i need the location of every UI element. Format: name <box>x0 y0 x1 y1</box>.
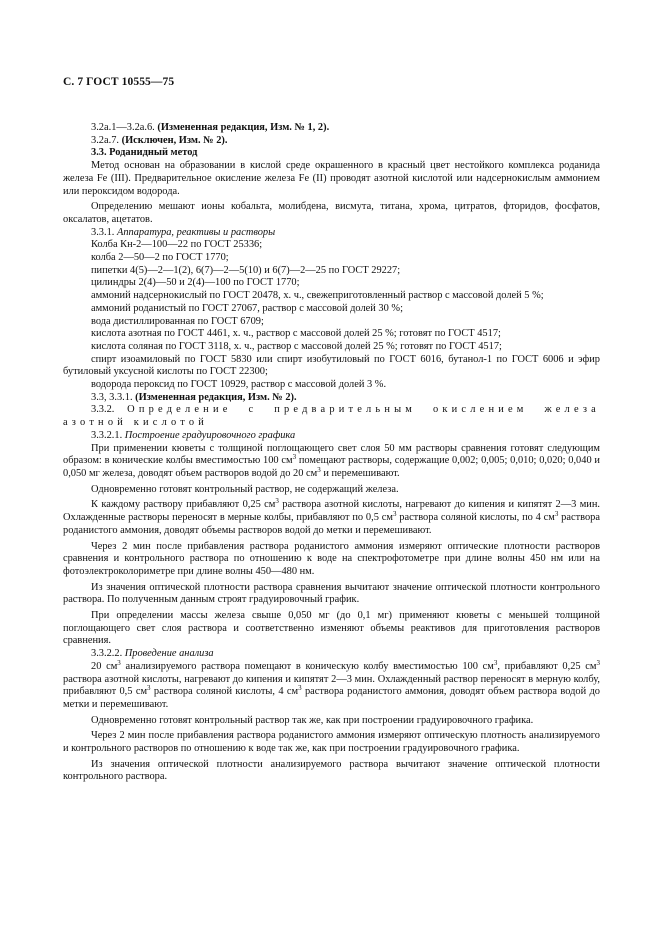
superscript: 3 <box>292 453 297 462</box>
paragraph-text: Одновременно готовят контрольный раствор так же, как при построении градуировочного графика. <box>91 714 534 726</box>
paragraph-text: кислота соляная по ГОСТ 3118, х. ч., раствор с массовой долей 25 %; готовят по ГОСТ 4517; <box>91 340 502 352</box>
edit-note-text: (Исключен, Изм. № 2). <box>121 134 228 146</box>
paragraph <box>63 582 600 607</box>
paragraph <box>63 541 600 579</box>
subsection-heading-text: Проведение анализа <box>124 648 214 660</box>
paragraph-text: раствора роданистого аммония, доводят объем раствора водой до метки и перемешивают. <box>63 686 600 710</box>
clause-number: 3.3.1. <box>91 226 115 238</box>
subsection-heading-text: Аппаратура, реактивы и растворы <box>117 226 276 238</box>
section-heading <box>63 147 600 160</box>
section-heading-text: 3.3. Роданидный метод <box>91 147 198 159</box>
paragraph <box>63 328 600 341</box>
paragraph-text: цилиндры 2(4)—50 и 2(4)—100 по ГОСТ 1770; <box>91 277 300 289</box>
paragraph <box>63 658 600 712</box>
superscript: 3 <box>493 658 498 667</box>
paragraph-text: аммоний роданистый по ГОСТ 27067, раствор с массовой долей 30 %; <box>91 302 403 314</box>
paragraph-text: Через 2 мин после прибавления раствора роданистого аммония измеряют оптические плотности растворов сравнения и контрольного раствора по отношению к воде на спектрофотометре при длине волны 450 нм или на фотоэлектроколориметре при длине волны 450—480 нм. <box>63 540 600 577</box>
paragraph-text: спирт изоамиловый по ГОСТ 5830 или спирт изобутиловый по ГОСТ 6016, бутанол-1 по ГОСТ 6006 и эфир бутиловый уксусной кислоты по ГОСТ 22300; <box>63 353 600 378</box>
clause-number: 3.3.2.1. <box>91 429 123 441</box>
paragraph-text: раствора азотной кислоты, нагревают до кипения и кипятят 2—3 мин. Охлажденный раствор переносят в мерную колбу, прибавляют 0,5 см <box>63 673 600 698</box>
paragraph <box>63 715 600 728</box>
clause-number: 3.2а.1—3.2а.6. <box>91 122 155 133</box>
paragraph <box>63 303 600 316</box>
superscript: 3 <box>596 658 600 667</box>
paragraph-text: раствора роданистого аммония, доводят объемы растворов водой до метки и перемешивают. <box>63 512 600 536</box>
paragraph <box>63 160 600 198</box>
paragraph <box>63 759 600 784</box>
paragraph-text: Определению мешают ионы кобальта, молибдена, висмута, титана, хрома, цитратов, фторидов, фосфатов, оксалатов, ацетатов. <box>63 201 600 225</box>
document-page <box>63 76 600 784</box>
subsection-heading <box>63 227 600 240</box>
edit-note-text: (Измененная редакция, Изм. № 1, 2). <box>157 122 330 133</box>
paragraph-text: помещают растворы, содержащие 0,002; 0,005; 0,010; 0,020; 0,040 и 0,050 мг железа, доводят объем растворов водой до 20 см <box>63 455 600 479</box>
paragraph-text: При применении кюветы с толщиной поглощающего свет слоя 50 мм растворы сравнения готовят следующим образом: в конические колбы вместимостью 100 см <box>63 442 600 467</box>
superscript: 3 <box>554 510 559 519</box>
superscript: 3 <box>147 684 151 693</box>
edit-note-text: (Измененная редакция, Изм. № 2). <box>135 391 297 403</box>
superscript: 3 <box>317 465 321 474</box>
paragraph <box>63 499 600 537</box>
paragraph-text: Колба Кн-2—100—22 по ГОСТ 25336; <box>91 239 263 251</box>
paragraph <box>63 354 600 379</box>
edit-note <box>63 135 600 148</box>
paragraph <box>63 730 600 755</box>
paragraph <box>63 443 600 481</box>
paragraph <box>63 316 600 329</box>
paragraph <box>63 201 600 226</box>
superscript: 3 <box>298 684 302 693</box>
clause-number: 3.3.2.2. <box>91 648 123 660</box>
paragraph-text: Из значения оптической плотности раствора сравнения вычитают значение оптической плотности контрольного раствора. По полученным данным строят градуировочный график. <box>63 581 600 606</box>
paragraph <box>63 379 600 392</box>
paragraph-text: Из значения оптической плотности анализируемого раствора вычитают значение оптической плотности контрольного раствора. <box>63 758 600 783</box>
paragraph-text: анализируемого раствора помещают в коническую колбу вместимостью 100 см <box>120 660 494 672</box>
clause-number: 3.2а.7. <box>91 134 119 146</box>
paragraph-text: аммоний надсернокислый по ГОСТ 20478, х. ч., свежеприготовленный раствор с массовой долей 5 %; <box>91 290 544 302</box>
paragraph-text: вода дистиллированная по ГОСТ 6709; <box>91 315 264 327</box>
method-heading <box>63 404 600 429</box>
edit-note <box>63 122 600 135</box>
paragraph-text: , прибавляют 0,25 см <box>497 660 597 672</box>
clause-number: 3.3, 3.3.1. <box>91 391 133 403</box>
paragraph-text: пипетки 4(5)—2—1(2), 6(7)—2—5(10) и 6(7)—2—25 по ГОСТ 29227; <box>91 264 401 276</box>
edit-note <box>63 392 600 405</box>
paragraph-text: и перемешивают. <box>320 467 400 479</box>
paragraph-text: раствора азотной кислоты, нагревают до кипения и кипятят 2—3 мин. Охлажденные растворы переносят в мерные колбы, прибавляют по 0,5 см <box>63 499 600 524</box>
paragraph-text: кислота азотная по ГОСТ 4461, х. ч., раствор с массовой долей 25 %; готовят по ГОСТ 4517; <box>91 328 501 340</box>
paragraph <box>63 341 600 354</box>
paragraph <box>63 239 600 252</box>
superscript: 3 <box>392 510 397 519</box>
paragraph <box>63 252 600 265</box>
paragraph-text: К каждому раствору прибавляют 0,25 см <box>91 499 276 511</box>
paragraph-text: Через 2 мин после прибавления раствора роданистого аммония измеряют оптическую плотность анализируемого и контрольного растворов по отношению к воде так же, как при построении градуировочного графика. <box>63 730 600 755</box>
subsection-heading-text: Построение градуировочного графика <box>124 429 296 441</box>
clause-number: 3.3.2. <box>91 404 115 416</box>
paragraph-text: 20 см <box>91 660 118 672</box>
subsection-heading <box>63 648 600 661</box>
superscript: 3 <box>117 658 121 667</box>
paragraph <box>63 265 600 278</box>
method-heading-text: Определение с предварительным окислением железа <box>127 404 600 416</box>
paragraph <box>63 277 600 290</box>
paragraph-text: Одновременно готовят контрольный раствор, не содержащий железа. <box>91 483 399 495</box>
method-heading-text-cont: азотной кислотой <box>63 417 208 429</box>
document-body <box>63 122 600 784</box>
paragraph-text: раствора соляной кислоты, 4 см <box>150 686 299 698</box>
paragraph-text: водорода пероксид по ГОСТ 10929, раствор с массовой долей 3 %. <box>91 379 387 391</box>
page-header: С. 7 ГОСТ 10555—75 <box>63 76 175 88</box>
paragraph-text: Метод основан на образовании в кислой среде окрашенного в красный цвет нестойкого комплекса роданида железа Fe (III). Предварительное окисление железа Fe (II) проводят азотной кислотой или надсернокислым аммонием или пероксидом водорода. <box>63 160 600 197</box>
paragraph-text: раствора соляной кислоты, по 4 см <box>396 512 555 524</box>
superscript: 3 <box>275 497 279 506</box>
subsection-heading <box>63 430 600 443</box>
paragraph <box>63 290 600 303</box>
paragraph-text: колба 2—50—2 по ГОСТ 1770; <box>91 252 229 264</box>
paragraph <box>63 610 600 648</box>
paragraph <box>63 484 600 497</box>
paragraph-text: При определении массы железа свыше 0,050 мг (до 0,1 мг) применяют кюветы с меньшей толщиной поглощающего свет слоя раствора и соответственно изменяют объемы реактивов для приготовления растворов сравнения. <box>63 610 600 647</box>
